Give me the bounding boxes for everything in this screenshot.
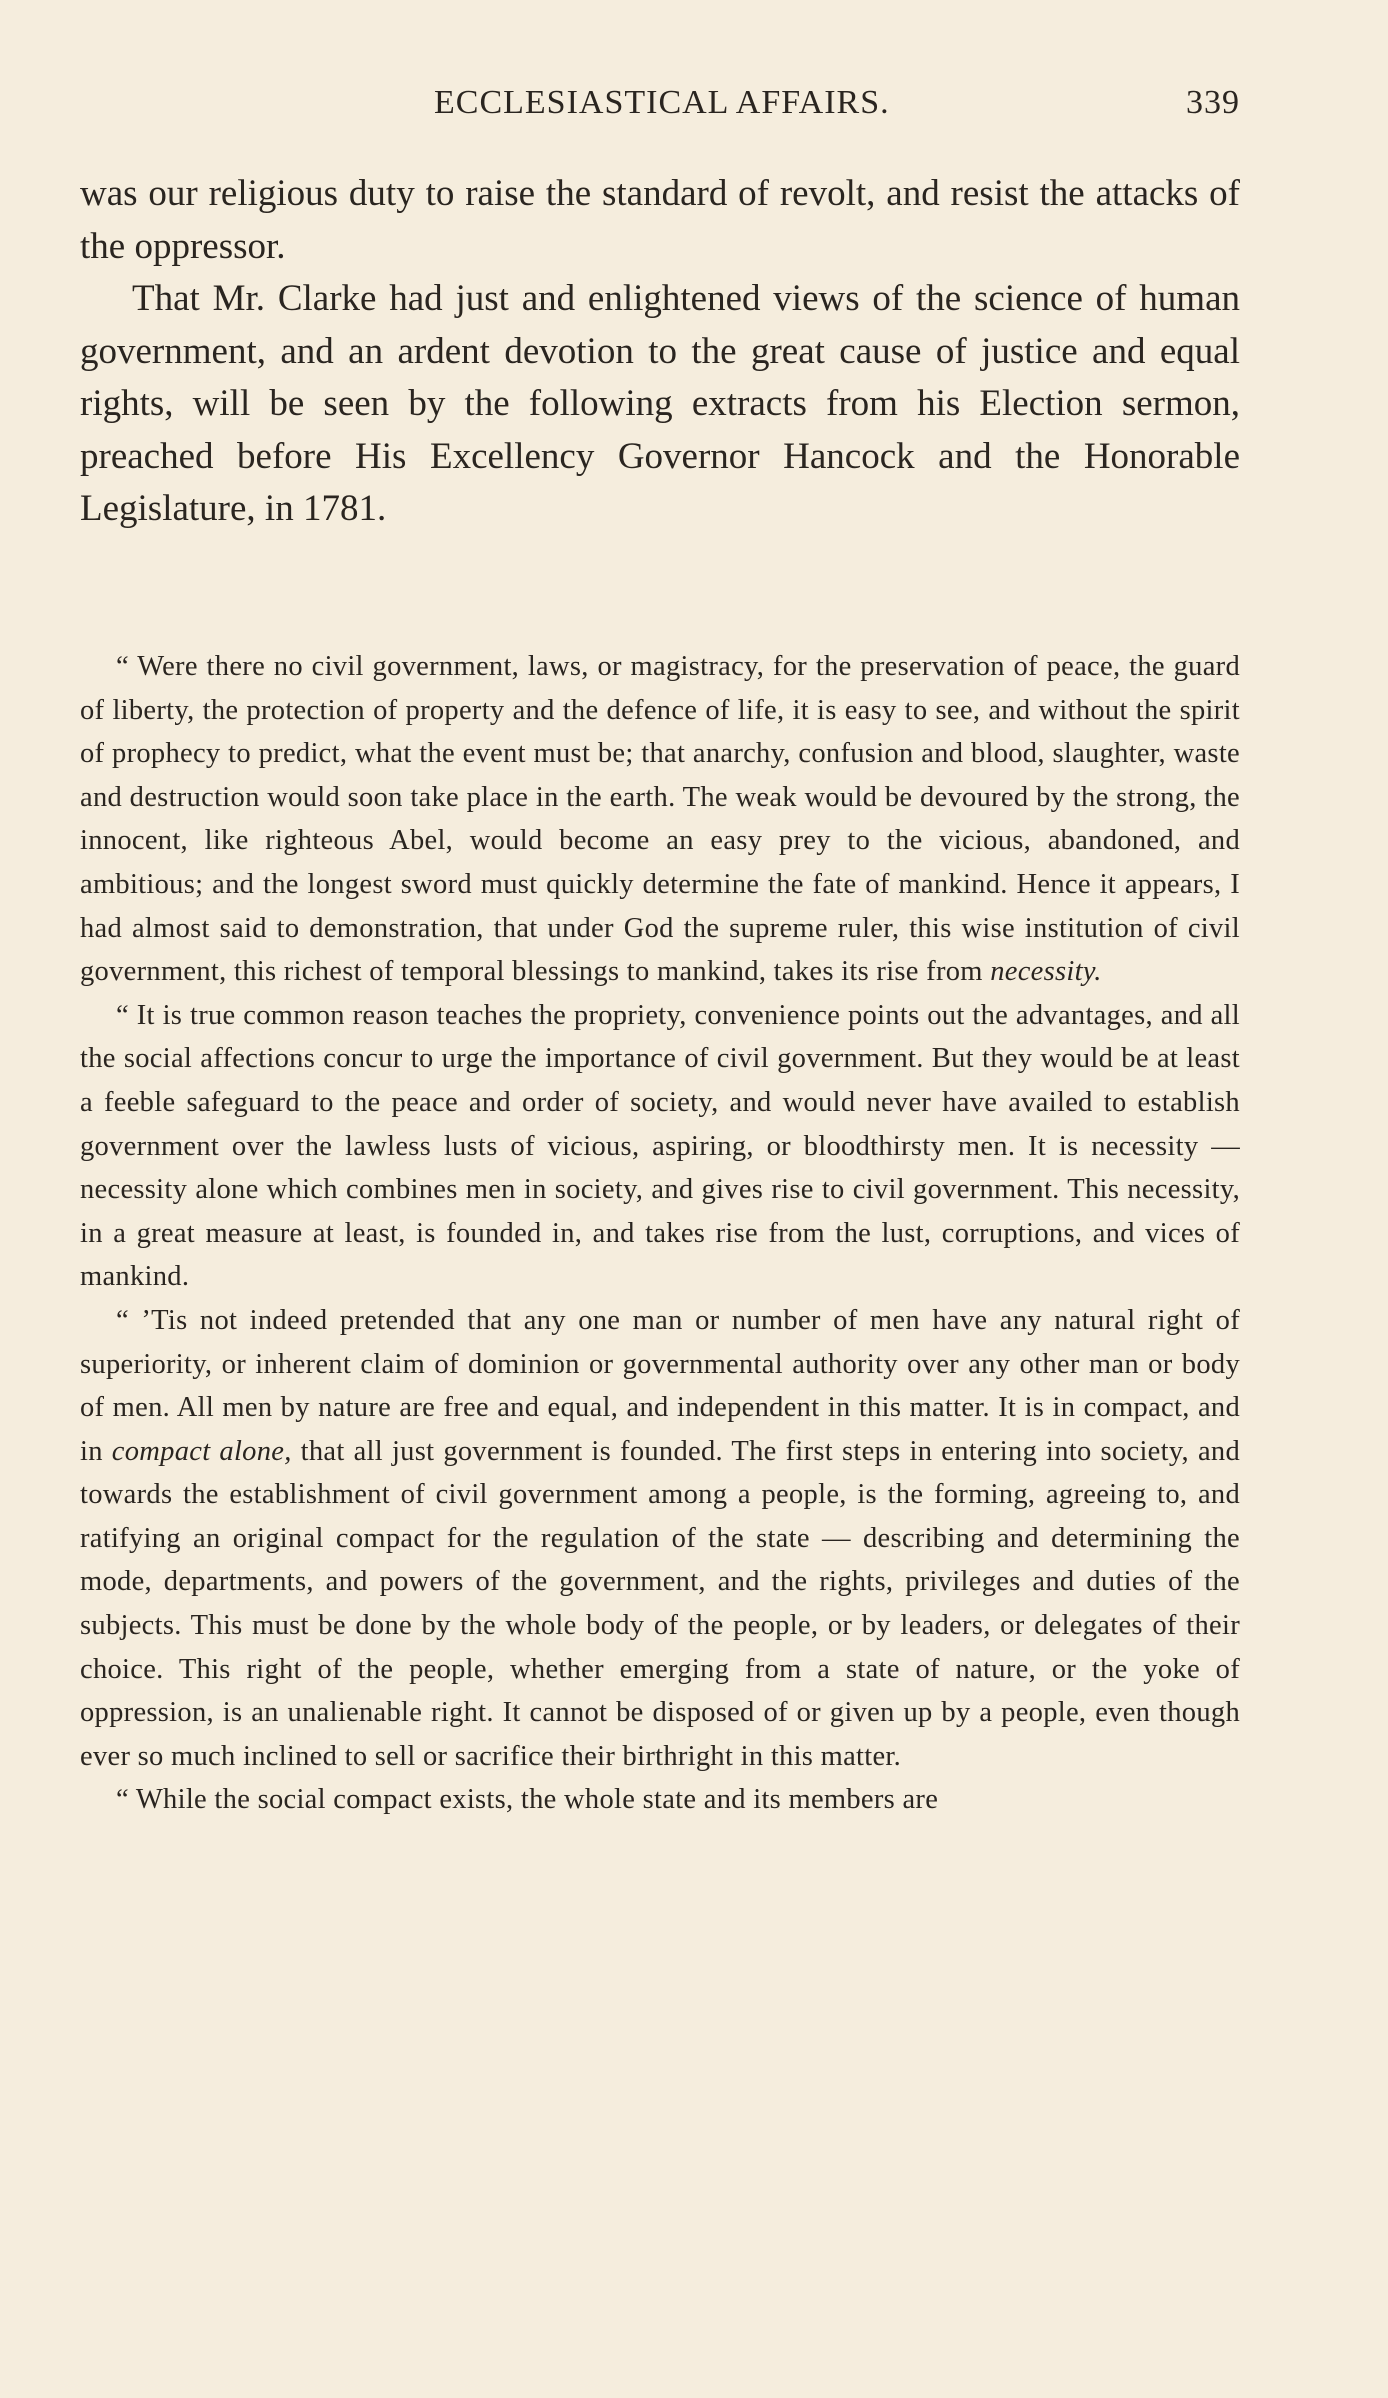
page-header (80, 84, 1240, 134)
quote-paragraph-2: “ It is true common reason teaches the propriety, convenience points out the advantages, and all the social affections concur to urge the importance of civil government. But they would be at least a feeble safeguard to the peace and order of society, and would never have availed to establish government over the lawless lusts of vicious, aspiring, or bloodthirsty men. It is necessity — necessity alone which combines men in society, and gives rise to civil government. This necessity, in a great measure at least, is founded in, and takes rise from the lust, corruptions, and vices of mankind. (80, 999, 1240, 1293)
page-number: 339 (1186, 84, 1240, 121)
quote-text: that all just government is founded. The first steps in entering into society, and towards the establishment of civil government among a people, is the forming, agreeing to, and ratifying an original compact for the regulation of the state — describing and determining the mode, departments, and powers of the government, and the rights, privileges and duties of the subjects. This must be done by the whole body of the people, or by leaders, or delegates of their choice. This right of the people, whether emerging from a state of nature, or the yoke of oppression, is an unalienable right. It cannot be disposed of or given up by a people, even though ever so much inclined to sell or sacrifice their birthright in this matter. (80, 1435, 1240, 1772)
quote-text: “ Were there no civil government, laws, or magistracy, for the preservation of peace, the guard of liberty, the protection of property and the defence of life, it is easy to see, and without the spirit of prophecy to predict, what the event must be; that anarchy, confusion and blood, slaughter, waste and destruction would soon take place in the earth. The weak would be devoured by the strong, the innocent, like righteous Abel, would become an easy prey to the vicious, abandoned, and ambitious; and the longest sword must quickly determine the fate of mankind. Hence it appears, I had almost said to demonstration, that under God the supreme ruler, this wise institution of civil government, this richest of temporal blessings to mankind, takes its rise from (80, 651, 1240, 988)
block-quotation (80, 645, 1240, 1822)
paragraph-introduction: That Mr. Clarke had just and enlightened views of the science of human government, and an ardent devotion to the great cause of justice and equal rights, will be seen by the following extracts from his Election sermon, preached before His Excellency Governor Hancock and the Honorable Legislature, in 1781. (80, 278, 1240, 529)
quote-paragraph-3 (80, 1299, 1240, 1779)
quote-paragraph-4: “ While the social compact exists, the whole state and its members are (116, 1784, 939, 1816)
quote-emphasis: necessity. (990, 956, 1102, 988)
quote-emphasis: compact alone, (111, 1435, 292, 1467)
running-title: ECCLESIASTICAL AFFAIRS. (434, 84, 890, 121)
quote-text: “ ’Tis not indeed pretended that any one man or number of men have any natural right of superiority, or inherent claim of dominion or governmental authority over any other man or body of men. All men by nature are free and equal, and independent in this matter. It is in compact, and in (80, 1304, 1240, 1467)
quote-paragraph-1 (80, 645, 1240, 994)
main-text (80, 168, 1240, 536)
paragraph-continuation: was our religious duty to raise the standard of revolt, and resist the attacks of the oppressor. (80, 173, 1240, 267)
